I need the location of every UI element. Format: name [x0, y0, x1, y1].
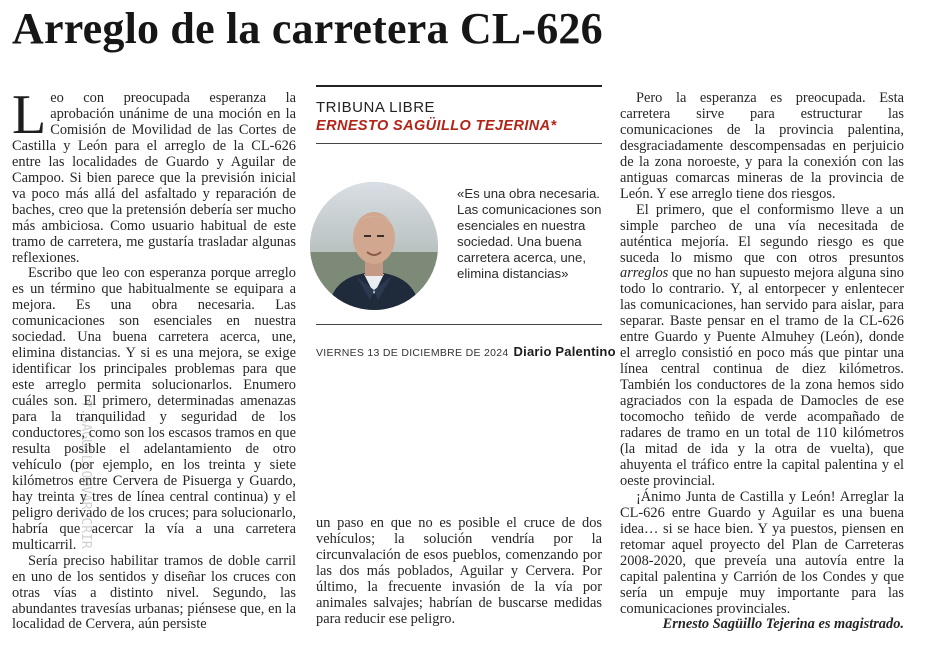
headline: Arreglo de la carretera CL-626 — [12, 4, 603, 53]
paragraph-1: Leo con preocupada esperanza la aprobación unánime de una moción en la Comisión de Movilidad de las Cortes de Castilla y León para el arreglo de la CL-626 entre las localidades de Guardo y Aguilar de Campoo. Si bien parece que la previsión inicial va poco más allá del asfaltado y reparación de baches, creo que la pretensión debería ser mucho más ambiciosa. Como usuario habitual de este tramo de carretera, me gustaría trasladar algunas reflexiones. — [12, 84, 296, 266]
section-label: TRIBUNA LIBRE — [316, 99, 436, 116]
sidebar-bottom-rule — [316, 324, 602, 325]
publication-date: VIERNES 13 DE DICIEMBRE DE 2024 — [316, 347, 509, 359]
newspaper-name: Diario Palentino — [513, 344, 616, 359]
article-column-2 — [316, 516, 602, 628]
paragraph-3-continued: un paso en que no es posible el cruce de dos vehículos; la solución vendría por la circunvalación de esos pueblos, comenzando por las dos más poblados, Aguilar y Cervera. Por último, la frecuente invasión de la vía por animales salvajes; habrían de buscarse medidas para reducir ese peligro. — [316, 515, 602, 627]
article-column-1 — [12, 84, 296, 633]
sidebar-top-rule — [316, 85, 602, 87]
dateline — [316, 344, 616, 359]
paragraph-5: El primero, que el conformismo lleve a un simple parcheo de una vía necesitada de auténtica mejoría. El segundo riesgo es que suceda lo mismo que con otros presuntos arreglos que no han supuesto mejora alguna sino todo lo contrario. Y, al entorpecer y enlentecer las comunicaciones, han servido para aislar, para separar. Baste pensar en el tramo de la CL-626 entre Guardo y Puente Almuhey (León), donde el arreglo consistió en poco más que pintar una línea central continua de diez kilómetros. También los conductores de la zona hemos sido agraciados con la espada de Damocles de ese tocomocho teñido de verde acompañado de radares de tramo en un total de 110 kilómetros (la mitad de ida y la otra de vuelta), que ahuyenta el tráfico entre la capital palentina y el oeste provincial. — [620, 201, 904, 489]
article-column-3 — [620, 91, 904, 633]
author-name-heading: ERNESTO SAGÜILLO TEJERINA* — [316, 118, 557, 134]
sidebar-author-rule — [316, 143, 602, 144]
italic-word: arreglos — [620, 265, 669, 282]
paragraph-6: ¡Ánimo Junta de Castilla y León! Arreglar la CL-626 entre Guardo y Aguilar es una buena idea… si se hace bien. Y ya puestos, piensen en retomar aquel proyecto del Plan de Carreteras 2008-2020, que preveía una autovía entre la capital palentina y Carrión de los Condes y que sería un empuje muy importante para las comunicaciones provinciales. — [620, 488, 904, 617]
scan-watermark: Y.SAGUILLO@VAR.CRIR — [78, 400, 93, 549]
pull-quote: «Es una obra necesaria. Las comunicaciones son esenciales en nuestra sociedad. Una buena carretera acerca, une, elimina distancias» — [457, 186, 602, 281]
paragraph-4: Pero la esperanza es preocupada. Esta carretera sirve para estructurar las comunicaciones de la provincia palentina, desgraciadamente descompensadas en perjuicio de la zona noroeste, y para la conexión con las antiguas comarcas mineras de la provincia de León. Y ese arreglo tiene dos riesgos. — [620, 90, 904, 202]
paragraph-2: Escribo que leo con esperanza porque arreglo es un término que habitualmente se equipara a mejora. Es una obra necesaria. Las comunicaciones son esenciales en nuestra sociedad. Una buena carretera acerca, une, elimina distancias. Y si es una mejora, se exige identificar los principales problemas para que este arreglo permita solucionarlos. Enumero cuáles son. El primero, determinadas amenazas para la tranquilidad y seguridad de los conductores, como son los escasos tramos en que resulta posible el adelantamiento de otro vehículo (por ejemplo, en los treinta y siete kilómetros entre Cervera de Pisuerga y Guardo, hay treinta y tres de línea central continua) y el peligro derivado de los cruces; para solucionarlo, habría que acercar la vía a una carretera multicarril. — [12, 265, 296, 553]
author-signoff: Ernesto Sagüillo Tejerina es magistrado. — [662, 616, 904, 633]
author-photo — [310, 182, 438, 310]
paragraph-3: Sería preciso habilitar tramos de doble carril en uno de los sentidos y diseñar los cruces con otras vías a distinto nivel. Segundo, las abundantes travesías urbanas; piénsese que, en la localidad de Cervera, aún persiste — [12, 552, 296, 633]
drop-cap: L — [12, 84, 47, 146]
